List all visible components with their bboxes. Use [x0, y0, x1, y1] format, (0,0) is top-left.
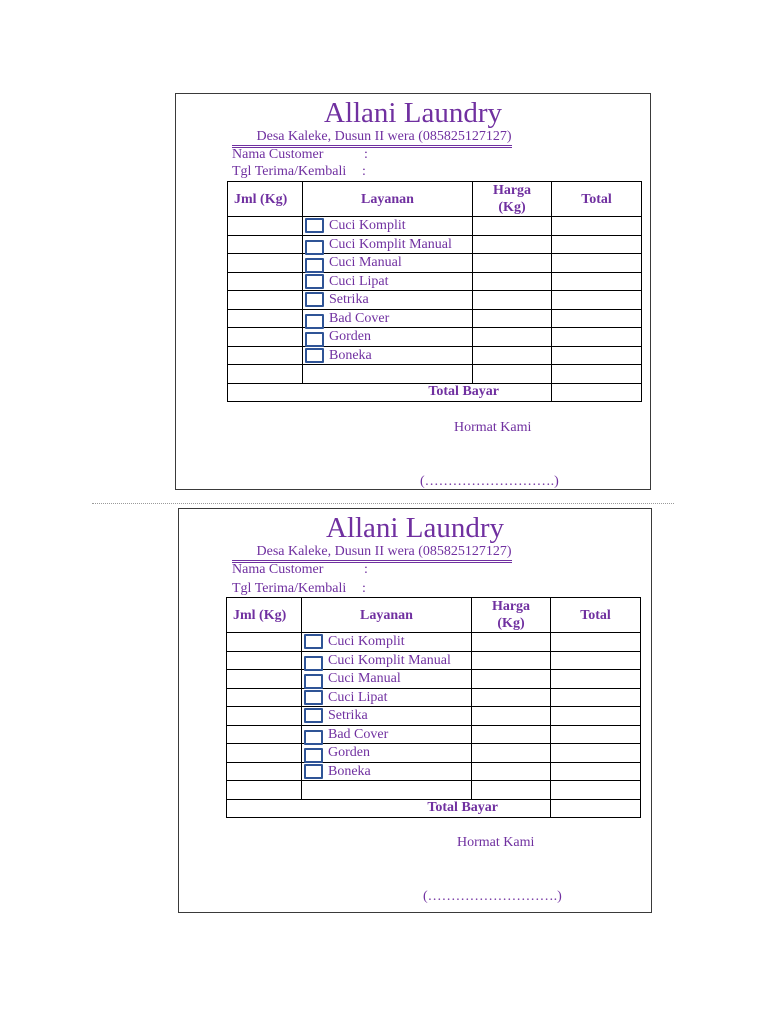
qty-cell[interactable]	[228, 291, 303, 310]
service-label: Gorden	[328, 745, 370, 761]
total-row	[228, 383, 642, 402]
table-row	[227, 762, 641, 781]
customer-name-label: Nama Customer	[232, 562, 324, 577]
qty-cell[interactable]	[228, 328, 303, 347]
qty-cell[interactable]	[227, 762, 302, 781]
table-row	[227, 633, 641, 652]
service-checkbox[interactable]	[305, 258, 324, 273]
shop-title: Allani Laundry	[326, 512, 504, 544]
service-checkbox[interactable]	[304, 674, 323, 689]
table-row	[228, 309, 642, 328]
header-price-line1: Harga	[491, 599, 531, 614]
service-checkbox[interactable]	[305, 240, 324, 255]
table-row	[228, 272, 642, 291]
service-checkbox[interactable]	[304, 730, 323, 745]
price-cell[interactable]	[472, 688, 551, 707]
qty-cell[interactable]	[228, 346, 303, 365]
service-checkbox[interactable]	[305, 314, 324, 329]
total-cell[interactable]	[551, 725, 641, 744]
service-cell	[303, 254, 473, 273]
total-cell[interactable]	[551, 762, 641, 781]
header-price-line2: (Kg)	[498, 200, 526, 215]
table-row	[228, 235, 642, 254]
total-bayar-label: Total Bayar	[227, 799, 551, 818]
total-cell[interactable]	[552, 346, 642, 365]
header-price-line1: Harga	[492, 183, 532, 198]
qty-cell[interactable]	[227, 688, 302, 707]
service-cell	[302, 688, 472, 707]
total-cell[interactable]	[551, 651, 641, 670]
price-cell[interactable]	[473, 272, 552, 291]
date-colon: :	[362, 164, 366, 179]
price-cell[interactable]	[472, 651, 551, 670]
service-label: Cuci Komplit	[328, 634, 405, 650]
header-qty: Jml (Kg)	[228, 182, 303, 217]
qty-cell[interactable]	[228, 217, 303, 236]
service-cell	[302, 725, 472, 744]
service-label: Boneka	[329, 347, 372, 363]
service-cell	[302, 651, 472, 670]
table-row	[228, 291, 642, 310]
total-bayar-value[interactable]	[552, 383, 642, 402]
price-cell[interactable]	[473, 254, 552, 273]
table-header-row	[228, 182, 642, 217]
date-label: Tgl Terima/Kembali	[232, 581, 347, 596]
header-service: Layanan	[303, 182, 473, 217]
qty-cell[interactable]	[227, 707, 302, 726]
service-label: Setrika	[328, 708, 368, 724]
header-qty: Jml (Kg)	[227, 598, 302, 633]
qty-cell[interactable]	[228, 365, 303, 384]
service-checkbox[interactable]	[304, 764, 323, 779]
service-cell	[303, 328, 473, 347]
table-row	[227, 707, 641, 726]
receipt-bottom	[178, 508, 652, 913]
table-row	[227, 670, 641, 689]
service-cell[interactable]	[303, 365, 473, 384]
qty-cell[interactable]	[227, 725, 302, 744]
price-cell[interactable]	[473, 365, 552, 384]
qty-cell[interactable]	[228, 309, 303, 328]
service-label: Bad Cover	[328, 726, 389, 742]
price-cell[interactable]	[473, 291, 552, 310]
total-cell[interactable]	[551, 707, 641, 726]
table-row	[227, 651, 641, 670]
table-row	[228, 217, 642, 236]
date-label: Tgl Terima/Kembali	[232, 164, 347, 179]
customer-name-colon: :	[364, 147, 368, 162]
total-cell[interactable]	[552, 272, 642, 291]
price-cell[interactable]	[473, 235, 552, 254]
header-price-line2: (Kg)	[497, 616, 525, 631]
total-cell[interactable]	[552, 254, 642, 273]
service-checkbox[interactable]	[305, 332, 324, 347]
service-cell[interactable]	[302, 781, 472, 800]
price-cell[interactable]	[472, 633, 551, 652]
price-cell[interactable]	[472, 725, 551, 744]
table-row	[228, 254, 642, 273]
service-label: Boneka	[328, 763, 371, 779]
table-header-row	[227, 598, 641, 633]
total-cell[interactable]	[552, 235, 642, 254]
service-label: Cuci Manual	[329, 255, 402, 271]
price-cell[interactable]	[472, 670, 551, 689]
regards-text: Hormat Kami	[457, 835, 535, 850]
date-row	[232, 164, 366, 180]
service-checkbox[interactable]	[305, 292, 324, 307]
service-label: Cuci Komplit Manual	[328, 652, 451, 668]
total-cell[interactable]	[551, 744, 641, 763]
service-checkbox[interactable]	[305, 218, 324, 233]
service-label: Cuci Lipat	[328, 689, 388, 705]
total-bayar-value[interactable]	[551, 799, 641, 818]
table-row-blank	[228, 365, 642, 384]
service-cell	[302, 633, 472, 652]
qty-cell[interactable]	[227, 670, 302, 689]
service-cell	[302, 707, 472, 726]
receipt-top	[175, 93, 651, 490]
customer-name-row	[232, 147, 368, 163]
service-cell	[303, 291, 473, 310]
service-cell	[302, 670, 472, 689]
service-cell	[303, 346, 473, 365]
price-cell[interactable]	[472, 707, 551, 726]
header-total: Total	[552, 182, 642, 217]
service-table	[226, 597, 641, 818]
date-colon: :	[362, 581, 366, 596]
total-cell[interactable]	[552, 217, 642, 236]
header-price	[473, 182, 552, 217]
signature-line: (……………………….)	[420, 474, 559, 489]
total-cell[interactable]	[551, 633, 641, 652]
service-cell	[303, 272, 473, 291]
service-checkbox[interactable]	[305, 274, 324, 289]
total-cell[interactable]	[551, 688, 641, 707]
qty-cell[interactable]	[227, 781, 302, 800]
shop-title: Allani Laundry	[324, 97, 502, 129]
service-checkbox[interactable]	[304, 748, 323, 763]
service-checkbox[interactable]	[304, 690, 323, 705]
price-cell[interactable]	[472, 762, 551, 781]
service-checkbox[interactable]	[304, 656, 323, 671]
total-cell[interactable]	[551, 670, 641, 689]
service-label: Bad Cover	[329, 310, 390, 326]
customer-name-colon: :	[364, 562, 368, 577]
service-cell	[302, 744, 472, 763]
qty-cell[interactable]	[228, 235, 303, 254]
shop-address: Desa Kaleke, Dusun II wera (085825127127)	[232, 128, 512, 148]
table-row-blank	[227, 781, 641, 800]
table-row	[228, 328, 642, 347]
service-cell	[303, 235, 473, 254]
qty-cell[interactable]	[227, 633, 302, 652]
service-cell	[303, 309, 473, 328]
service-label: Setrika	[329, 292, 369, 308]
qty-cell[interactable]	[228, 272, 303, 291]
table-row	[227, 744, 641, 763]
qty-cell[interactable]	[227, 651, 302, 670]
header-total: Total	[551, 598, 641, 633]
service-checkbox[interactable]	[305, 348, 324, 363]
service-cell	[303, 217, 473, 236]
qty-cell[interactable]	[228, 254, 303, 273]
cut-line-divider	[92, 503, 674, 504]
table-row	[228, 346, 642, 365]
header-service: Layanan	[302, 598, 472, 633]
qty-cell[interactable]	[227, 744, 302, 763]
service-label: Cuci Lipat	[329, 273, 389, 289]
shop-address: Desa Kaleke, Dusun II wera (085825127127)	[232, 543, 512, 563]
service-label: Cuci Komplit Manual	[329, 236, 452, 252]
total-cell[interactable]	[552, 328, 642, 347]
date-row	[232, 581, 366, 597]
service-checkbox[interactable]	[304, 708, 323, 723]
signature-line: (……………………….)	[423, 889, 562, 904]
service-checkbox[interactable]	[304, 634, 323, 649]
regards-text: Hormat Kami	[454, 420, 532, 435]
service-label: Cuci Manual	[328, 671, 401, 687]
price-cell[interactable]	[473, 346, 552, 365]
total-cell[interactable]	[551, 781, 641, 800]
service-label: Gorden	[329, 329, 371, 345]
price-cell[interactable]	[473, 309, 552, 328]
price-cell[interactable]	[472, 744, 551, 763]
service-cell	[302, 762, 472, 781]
total-bayar-label: Total Bayar	[228, 383, 552, 402]
customer-name-label: Nama Customer	[232, 147, 324, 162]
header-price	[472, 598, 551, 633]
service-label: Cuci Komplit	[329, 218, 406, 234]
price-cell[interactable]	[472, 781, 551, 800]
price-cell[interactable]	[473, 217, 552, 236]
total-cell[interactable]	[552, 291, 642, 310]
price-cell[interactable]	[473, 328, 552, 347]
total-row	[227, 799, 641, 818]
customer-name-row	[232, 562, 368, 578]
total-cell[interactable]	[552, 309, 642, 328]
table-row	[227, 725, 641, 744]
service-table	[227, 181, 642, 402]
total-cell[interactable]	[552, 365, 642, 384]
table-row	[227, 688, 641, 707]
